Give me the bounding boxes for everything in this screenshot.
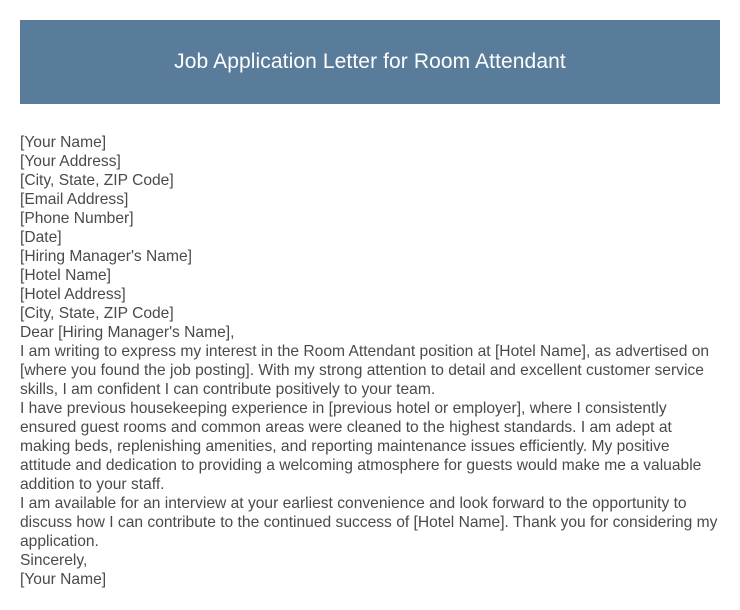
recipient-hotel-address: [Hotel Address] [20, 286, 126, 303]
sender-city-state-zip: [City, State, ZIP Code] [20, 172, 174, 189]
body-paragraph-experience: I have previous housekeeping experience in [previous hotel or employer], where I consistently ensured guest rooms and common areas were cleaned to the highest standards. I am adept at making beds, replenishing amenities, and reporting maintenance issues efficiently. My positive attitude and dedication to providing a welcoming atmosphere for guests would make me a valuable addition to your staff. [20, 400, 702, 493]
sender-name: [Your Name] [20, 134, 107, 151]
salutation: Dear [Hiring Manager's Name], [20, 324, 235, 341]
sender-address: [Your Address] [20, 153, 121, 170]
page-title: Job Application Letter for Room Attendant [174, 50, 566, 73]
sender-email: [Email Address] [20, 191, 129, 208]
recipient-city-state-zip: [City, State, ZIP Code] [20, 305, 174, 322]
body-paragraph-closing: I am available for an interview at your earliest convenience and look forward to the opportunity to discuss how I can contribute to the continued success of [Hotel Name]. Thank you for considering my application. [20, 495, 718, 550]
recipient-manager-name: [Hiring Manager's Name] [20, 248, 192, 265]
signature: [Your Name] [20, 571, 107, 588]
letter-date: [Date] [20, 229, 62, 246]
sender-phone: [Phone Number] [20, 210, 134, 227]
title-banner [20, 20, 720, 104]
recipient-hotel-name: [Hotel Name] [20, 267, 111, 284]
closing: Sincerely, [20, 552, 88, 569]
body-paragraph-intro: I am writing to express my interest in the Room Attendant position at [Hotel Name], as advertised on [where you found the job posting]. With my strong attention to detail and excellent customer service skills, I am confident I can contribute positively to your team. [20, 343, 710, 398]
letter-body [20, 133, 722, 589]
